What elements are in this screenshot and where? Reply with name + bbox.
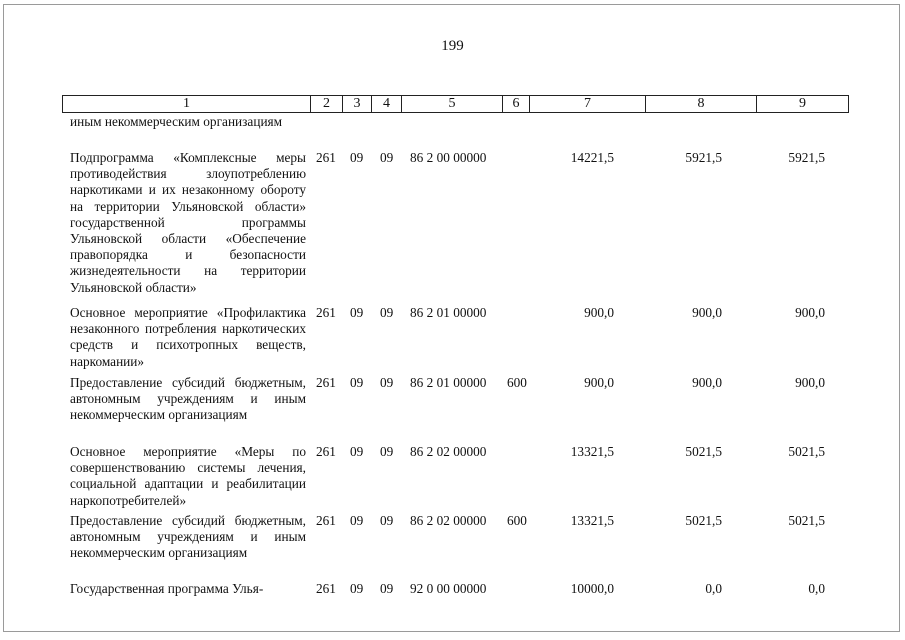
row-amount-year1: 14221,5	[570, 150, 614, 165]
row-code-admin: 261	[316, 375, 336, 390]
column-header-2: 2	[310, 95, 342, 113]
row-amount-year3: 900,0	[795, 305, 825, 320]
row-amount-year2: 900,0	[692, 375, 722, 390]
row-code-subsection: 09	[380, 581, 394, 596]
row-code-subsection: 09	[380, 444, 394, 459]
column-header-5: 5	[401, 95, 502, 113]
row-code-admin: 261	[316, 513, 336, 528]
row-code-target: 86 2 01 00000	[410, 375, 487, 390]
row-code-expense: 600	[507, 375, 527, 390]
row-code-section: 09	[350, 444, 364, 459]
row-description: Предоставление субсидий бюджетным, автономным учреждениям и иным некоммерческим организациям	[70, 513, 306, 561]
row-amount-year3: 5921,5	[788, 150, 825, 165]
row-code-section: 09	[350, 513, 364, 528]
row-amount-year1: 13321,5	[570, 513, 614, 528]
row-code-admin: 261	[316, 305, 336, 320]
row-amount-year2: 5921,5	[685, 150, 722, 165]
row-amount-year1: 900,0	[584, 375, 614, 390]
row-amount-year1: 13321,5	[570, 444, 614, 459]
row-amount-year2: 5021,5	[685, 513, 722, 528]
row-description: иным некоммерческим организациям	[70, 114, 283, 129]
row-code-target: 86 2 02 00000	[410, 513, 487, 528]
row-code-subsection: 09	[380, 150, 394, 165]
row-amount-year3: 0,0	[808, 581, 825, 596]
row-code-admin: 261	[316, 150, 336, 165]
row-code-subsection: 09	[380, 375, 394, 390]
row-code-section: 09	[350, 581, 364, 596]
row-amount-year2: 5021,5	[685, 444, 722, 459]
row-description: Основное мероприятие «Профилактика незаконного потребления наркотических средств и психотропных веществ, наркомании»	[70, 305, 306, 369]
row-code-section: 09	[350, 375, 364, 390]
row-amount-year3: 5021,5	[788, 513, 825, 528]
column-header-9: 9	[756, 95, 849, 113]
row-description: Предоставление субсидий бюджетным, автономным учреждениям и иным некоммерческим организациям	[70, 375, 306, 423]
row-description: Подпрограмма «Комплексные меры противодействия злоупотреблению наркотиками и их незаконному обороту на территории Ульяновской области» государственной программы Ульяновской области «Обеспечение правопорядка и безопасности жизнедеятельности на территории Ульяновской области»	[70, 150, 306, 295]
page-number: 199	[441, 38, 464, 54]
row-code-expense: 600	[507, 513, 527, 528]
row-amount-year3: 5021,5	[788, 444, 825, 459]
row-amount-year2: 900,0	[692, 305, 722, 320]
row-code-section: 09	[350, 150, 364, 165]
column-header-3: 3	[342, 95, 371, 113]
column-header-7: 7	[529, 95, 645, 113]
row-code-section: 09	[350, 305, 364, 320]
row-description: Государственная программа Улья-	[70, 581, 264, 596]
row-code-target: 86 2 00 00000	[410, 150, 487, 165]
row-code-target: 86 2 01 00000	[410, 305, 487, 320]
row-amount-year3: 900,0	[795, 375, 825, 390]
row-code-subsection: 09	[380, 513, 394, 528]
row-code-admin: 261	[316, 581, 336, 596]
column-header-6: 6	[502, 95, 529, 113]
column-header-4: 4	[371, 95, 401, 113]
row-description: Основное мероприятие «Меры по совершенствованию системы лечения, социальной адаптации и реабилитации наркопотребителей»	[70, 444, 306, 508]
column-header-1: 1	[62, 95, 310, 113]
row-amount-year2: 0,0	[705, 581, 722, 596]
row-code-subsection: 09	[380, 305, 394, 320]
row-code-admin: 261	[316, 444, 336, 459]
column-header-8: 8	[645, 95, 756, 113]
row-amount-year1: 900,0	[584, 305, 614, 320]
row-code-target: 92 0 00 00000	[410, 581, 487, 596]
row-amount-year1: 10000,0	[570, 581, 614, 596]
row-code-target: 86 2 02 00000	[410, 444, 487, 459]
